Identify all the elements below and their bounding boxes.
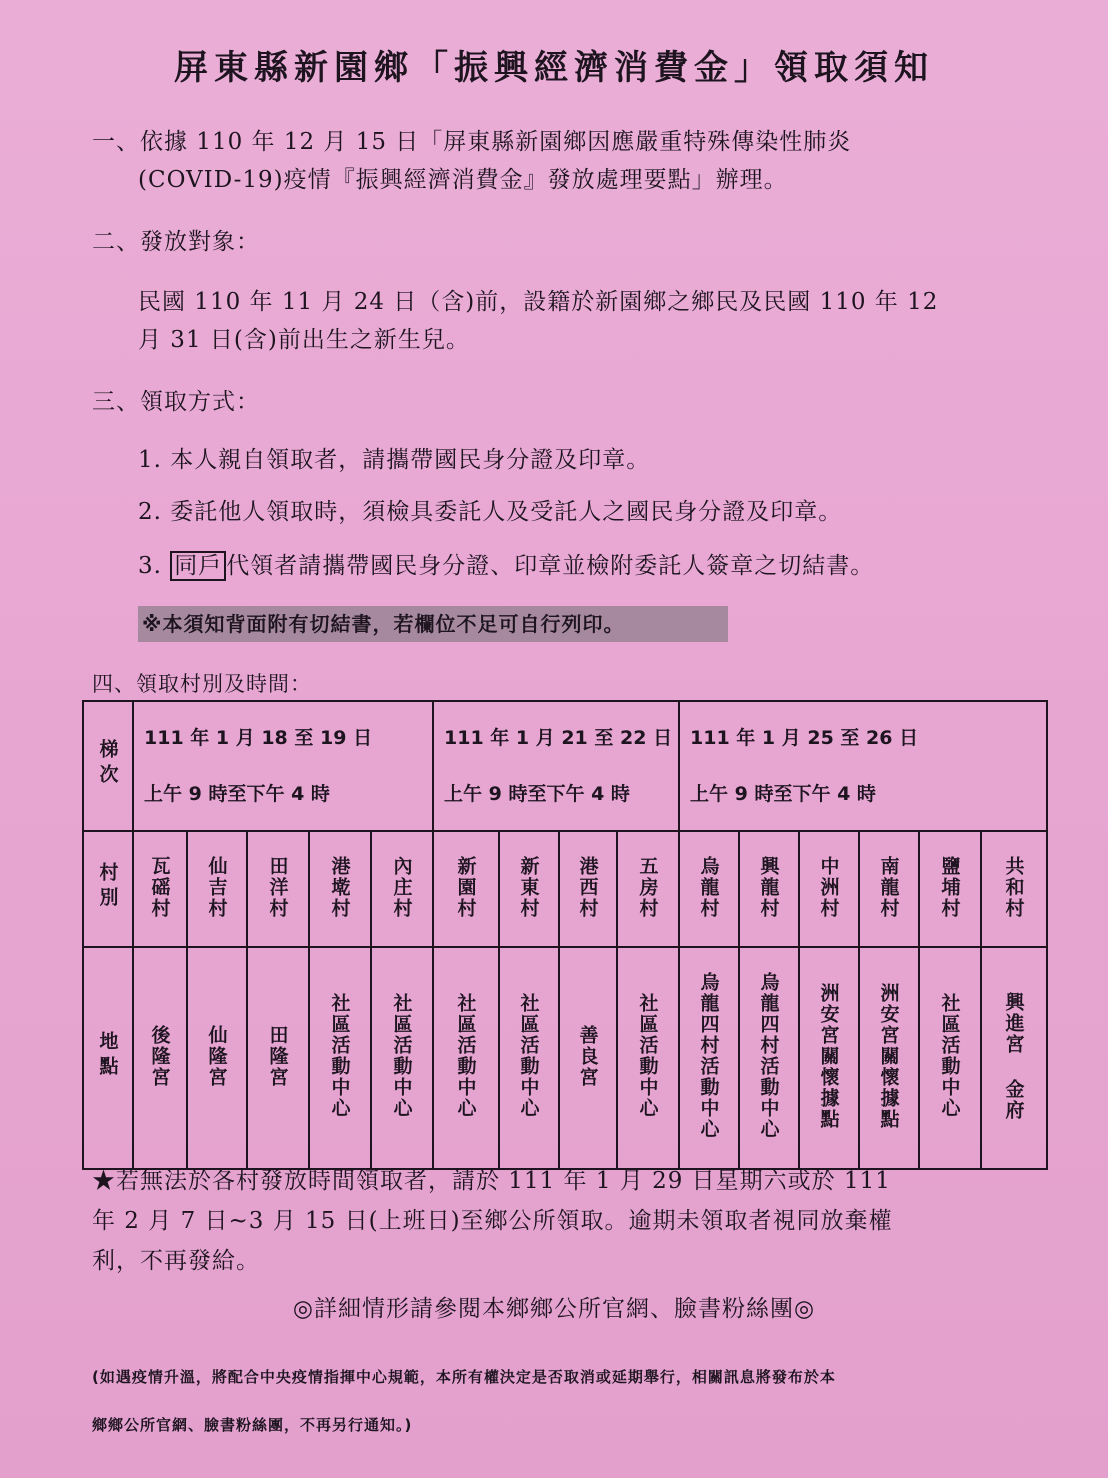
location-name: 社區活動中心 (636, 993, 659, 1119)
batch-2-time: 上午 9 時至下午 4 時 (444, 783, 630, 805)
village-name: 鹽埔村 (938, 855, 961, 919)
location-name: 田隆宮 (266, 1024, 289, 1088)
batch-3-time: 上午 9 時至下午 4 時 (690, 783, 876, 805)
village-cell (187, 831, 247, 947)
location-cell (371, 947, 433, 1169)
location-row (83, 947, 1047, 1169)
village-cell (309, 831, 371, 947)
notice-strip: ※本須知背面附有切結書，若欄位不足可自行列印。 (138, 606, 728, 642)
location-name: 社區活動中心 (328, 993, 351, 1119)
location-name: 烏龍四村活動中心 (697, 972, 720, 1140)
location-cell (309, 947, 371, 1169)
page-title: 屏東縣新園鄉「振興經濟消費金」領取須知 (174, 48, 934, 88)
section-3-item-3 (138, 548, 874, 585)
section-4-heading: 四、領取村別及時間： (92, 672, 312, 696)
village-name: 五房村 (636, 855, 659, 919)
village-label-cell (83, 831, 133, 947)
village-cell (981, 831, 1047, 947)
batch-3-date: 111 年 1 月 25 至 26 日 (690, 727, 919, 749)
section-3-item-1: 1. 本人親自領取者，請攜帶國民身分證及印章。 (138, 447, 651, 473)
village-row (83, 831, 1047, 947)
footer-line-1: ★若無法於各村發放時間領取者，請於 111 年 1 月 29 日星期六或於 111 (92, 1168, 891, 1194)
village-cell (739, 831, 799, 947)
batch-3-cell (679, 701, 1047, 831)
website-notice: ◎詳細情形請參閱本鄉鄉公所官網、臉書粉絲團◎ (292, 1296, 816, 1322)
footer-line-2: 年 2 月 7 日~3 月 15 日(上班日)至鄉公所領取。逾期未領取者視同放棄權 (92, 1208, 893, 1234)
batch-2-cell (433, 701, 679, 831)
village-name: 瓦磘村 (148, 855, 171, 919)
section-1-line-1: 一、依據 110 年 12 月 15 日「屏東縣新園鄉因應嚴重特殊傳染性肺炎 (92, 129, 852, 155)
village-cell (371, 831, 433, 947)
village-cell (617, 831, 679, 947)
village-cell (919, 831, 981, 947)
location-name: 社區活動中心 (390, 993, 413, 1119)
household-boxed-label: 同戶 (170, 551, 226, 581)
location-name: 社區活動中心 (454, 993, 477, 1119)
section-2-line-2: 月 31 日(含)前出生之新生兒。 (138, 327, 470, 353)
footnote-line-1: (如遇疫情升溫，將配合中央疫情指揮中心規範，本所有權決定是否取消或延期舉行，相關訊息將發布於本 (92, 1368, 836, 1386)
batch-1-time: 上午 9 時至下午 4 時 (144, 783, 330, 805)
location-cell (859, 947, 919, 1169)
village-cell (859, 831, 919, 947)
village-name: 港墘村 (328, 855, 351, 919)
location-cell (247, 947, 309, 1169)
village-name: 內庄村 (390, 855, 413, 919)
batch-2-date: 111 年 1 月 21 至 22 日 (444, 727, 673, 749)
location-name: 興進宮 金府 (1002, 991, 1025, 1121)
batch-label-cell (83, 701, 133, 831)
batch-row (83, 701, 1047, 831)
location-name: 善良宮 (576, 1024, 599, 1088)
location-name: 洲安宮關懷據點 (877, 982, 900, 1130)
location-cell (433, 947, 499, 1169)
location-name: 社區活動中心 (938, 993, 961, 1119)
footnote-line-2: 鄉鄉公所官網、臉書粉絲團，不再另行通知。) (92, 1416, 413, 1434)
village-name: 新園村 (454, 855, 477, 919)
location-cell (187, 947, 247, 1169)
location-name: 仙隆宮 (205, 1024, 228, 1088)
batch-label: 梯次 (96, 739, 119, 789)
village-cell (247, 831, 309, 947)
village-name: 新東村 (517, 855, 540, 919)
section-3-heading: 三、領取方式： (92, 389, 260, 415)
location-cell (981, 947, 1047, 1169)
village-cell (799, 831, 859, 947)
section-3-item-2: 2. 委託他人領取時，須檢具委託人及受託人之國民身分證及印章。 (138, 499, 843, 525)
location-cell (499, 947, 559, 1169)
batch-1-cell (133, 701, 433, 831)
village-name: 興龍村 (757, 855, 780, 919)
location-cell (617, 947, 679, 1169)
section-1-line-2: (COVID-19)疫情『振興經濟消費金』發放處理要點」辦理。 (138, 167, 788, 193)
location-cell (133, 947, 187, 1169)
section-2-line-1: 民國 110 年 11 月 24 日（含)前，設籍於新園鄉之鄉民及民國 110 年 12 (138, 289, 939, 315)
location-name: 洲安宮關懷據點 (817, 982, 840, 1130)
village-cell (433, 831, 499, 947)
village-cell (499, 831, 559, 947)
item-3-prefix: 3. (138, 553, 171, 579)
village-name: 仙吉村 (205, 855, 228, 919)
village-cell (559, 831, 617, 947)
location-cell (739, 947, 799, 1169)
footer-line-3: 利，不再發給。 (92, 1248, 260, 1274)
location-label: 地點 (96, 1031, 119, 1081)
schedule-table (82, 700, 1048, 1170)
location-cell (559, 947, 617, 1169)
location-label-cell (83, 947, 133, 1169)
location-cell (799, 947, 859, 1169)
village-name: 烏龍村 (697, 855, 720, 919)
section-2-heading: 二、發放對象： (92, 229, 260, 255)
location-name: 烏龍四村活動中心 (757, 972, 780, 1140)
location-name: 後隆宮 (148, 1024, 171, 1088)
village-name: 南龍村 (877, 855, 900, 919)
batch-1-date: 111 年 1 月 18 至 19 日 (144, 727, 373, 749)
village-name: 田洋村 (266, 855, 289, 919)
location-cell (679, 947, 739, 1169)
village-name: 中洲村 (817, 855, 840, 919)
location-name: 社區活動中心 (517, 993, 540, 1119)
village-label: 村別 (96, 862, 119, 912)
item-3-text: 代領者請攜帶國民身分證、印章並檢附委託人簽章之切結書。 (226, 553, 875, 579)
village-cell (679, 831, 739, 947)
village-cell (133, 831, 187, 947)
location-cell (919, 947, 981, 1169)
village-name: 共和村 (1002, 855, 1025, 919)
village-name: 港西村 (576, 855, 599, 919)
